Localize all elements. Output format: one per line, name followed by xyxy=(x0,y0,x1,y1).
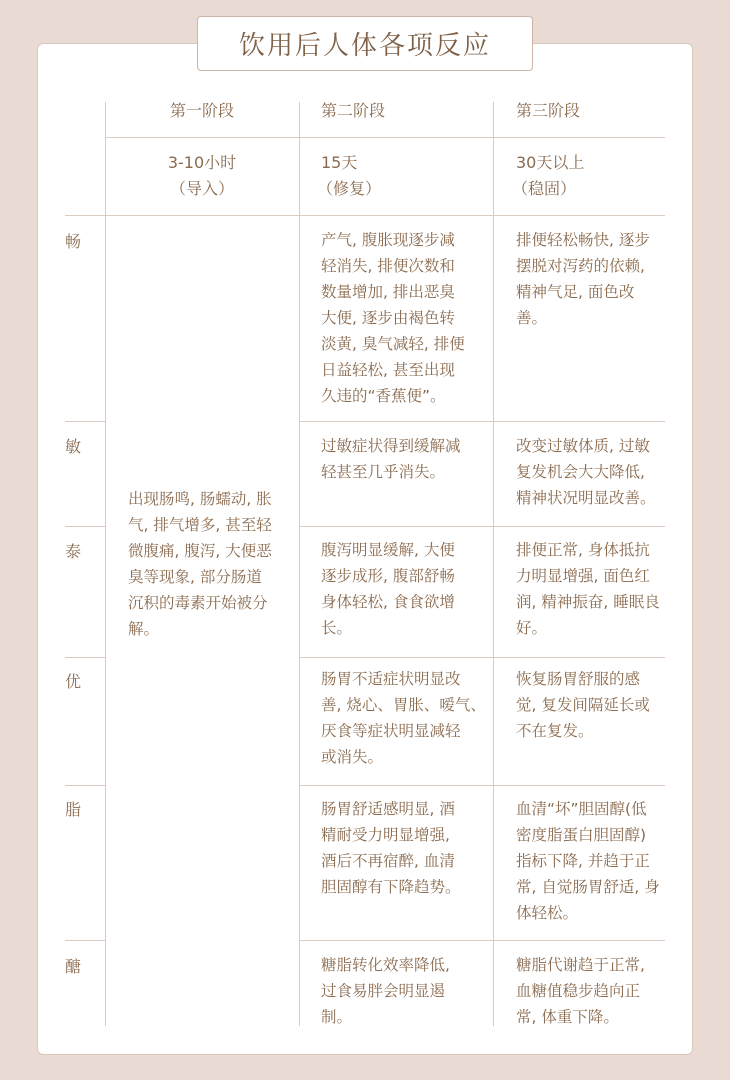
stage-header: 第一阶段 xyxy=(169,101,234,120)
stage-time: 3-10小时 xyxy=(167,153,237,172)
grid-line xyxy=(65,940,105,941)
grid-line xyxy=(299,421,665,422)
stage-duration xyxy=(317,150,382,202)
stage1-description: 出现肠鸣, 肠蠕动, 胀 气, 排气增多, 甚至轻 微腹痛, 腹泻, 大便恶 臭等现象, 部分肠道 沉积的毒素开始被分 解。 xyxy=(128,490,272,638)
row-label: 优 xyxy=(65,672,82,691)
stage-phase-label: （稳固） xyxy=(512,179,577,198)
stage2-cell: 肠胃不适症状明显改 善, 烧心、胃胀、嗳气、 厌食等症状明显减轻 或消失。 xyxy=(321,670,486,766)
row-label: 醣 xyxy=(65,957,82,976)
grid-line xyxy=(299,657,665,658)
grid-line xyxy=(65,421,105,422)
row-label: 敏 xyxy=(65,437,82,456)
stage2-cell: 产气, 腹胀现逐步减 轻消失, 排便次数和 数量增加, 排出恶臭 大便, 逐步由褐色转 淡黄, 臭气减轻, 排便 日益轻松, 甚至出现 久违的“香蕉便”。 xyxy=(321,231,465,405)
grid-line xyxy=(65,785,105,786)
stage3-cell: 糖脂代谢趋于正常, 血糖值稳步趋向正 常, 体重下降。 xyxy=(516,956,645,1026)
stage2-cell: 糖脂转化效率降低, 过食易胖会明显遏 制。 xyxy=(321,956,450,1026)
stage3-cell: 排便正常, 身体抵抗 力明显增强, 面色红 润, 精神振奋, 睡眠良 好。 xyxy=(516,541,660,637)
stage-header: 第二阶段 xyxy=(321,101,386,120)
grid-line xyxy=(105,137,665,138)
stage-header: 第三阶段 xyxy=(516,101,581,120)
stage2-cell: 腹泻明显缓解, 大便 逐步成形, 腹部舒畅 身体轻松, 食食欲增 长。 xyxy=(321,541,455,637)
grid-line xyxy=(299,785,665,786)
grid-line xyxy=(299,526,665,527)
grid-line xyxy=(299,102,300,1026)
row-label: 畅 xyxy=(65,232,82,251)
stage3-cell: 血清“坏”胆固醇(低 密度脂蛋白胆固醇) 指标下降, 并趋于正 常, 自觉肠胃舒适, 身 体轻松。 xyxy=(516,800,660,922)
grid-line xyxy=(105,102,106,1026)
stage-phase-label: （导入） xyxy=(169,179,234,198)
stage2-cell: 过敏症状得到缓解减 轻甚至几乎消失。 xyxy=(321,437,461,481)
stage-duration xyxy=(512,150,585,202)
stage-phase-label: （修复） xyxy=(317,179,382,198)
row-label: 脂 xyxy=(65,800,82,819)
stage3-cell: 排便轻松畅快, 逐步 摆脱对泻药的依赖, 精神气足, 面色改 善。 xyxy=(516,231,650,327)
row-label: 泰 xyxy=(65,542,82,561)
grid-line xyxy=(65,526,105,527)
stage3-cell: 恢复肠胃舒服的感 觉, 复发间隔延长或 不在复发。 xyxy=(516,670,650,740)
page-title: 饮用后人体各项反应 xyxy=(197,16,533,71)
stage-duration xyxy=(105,150,299,202)
grid-line xyxy=(493,102,494,1026)
grid-line xyxy=(65,657,105,658)
grid-line xyxy=(299,940,665,941)
grid-line xyxy=(65,215,665,216)
stage2-cell: 肠胃舒适感明显, 酒 精耐受力明显增强, 酒后不再宿醉, 血清 胆固醇有下降趋势。 xyxy=(321,800,461,896)
stage3-cell: 改变过敏体质, 过敏 复发机会大大降低, 精神状况明显改善。 xyxy=(516,437,656,507)
stage-time: 30天以上 xyxy=(516,153,585,172)
stage-time: 15天 xyxy=(321,153,358,172)
